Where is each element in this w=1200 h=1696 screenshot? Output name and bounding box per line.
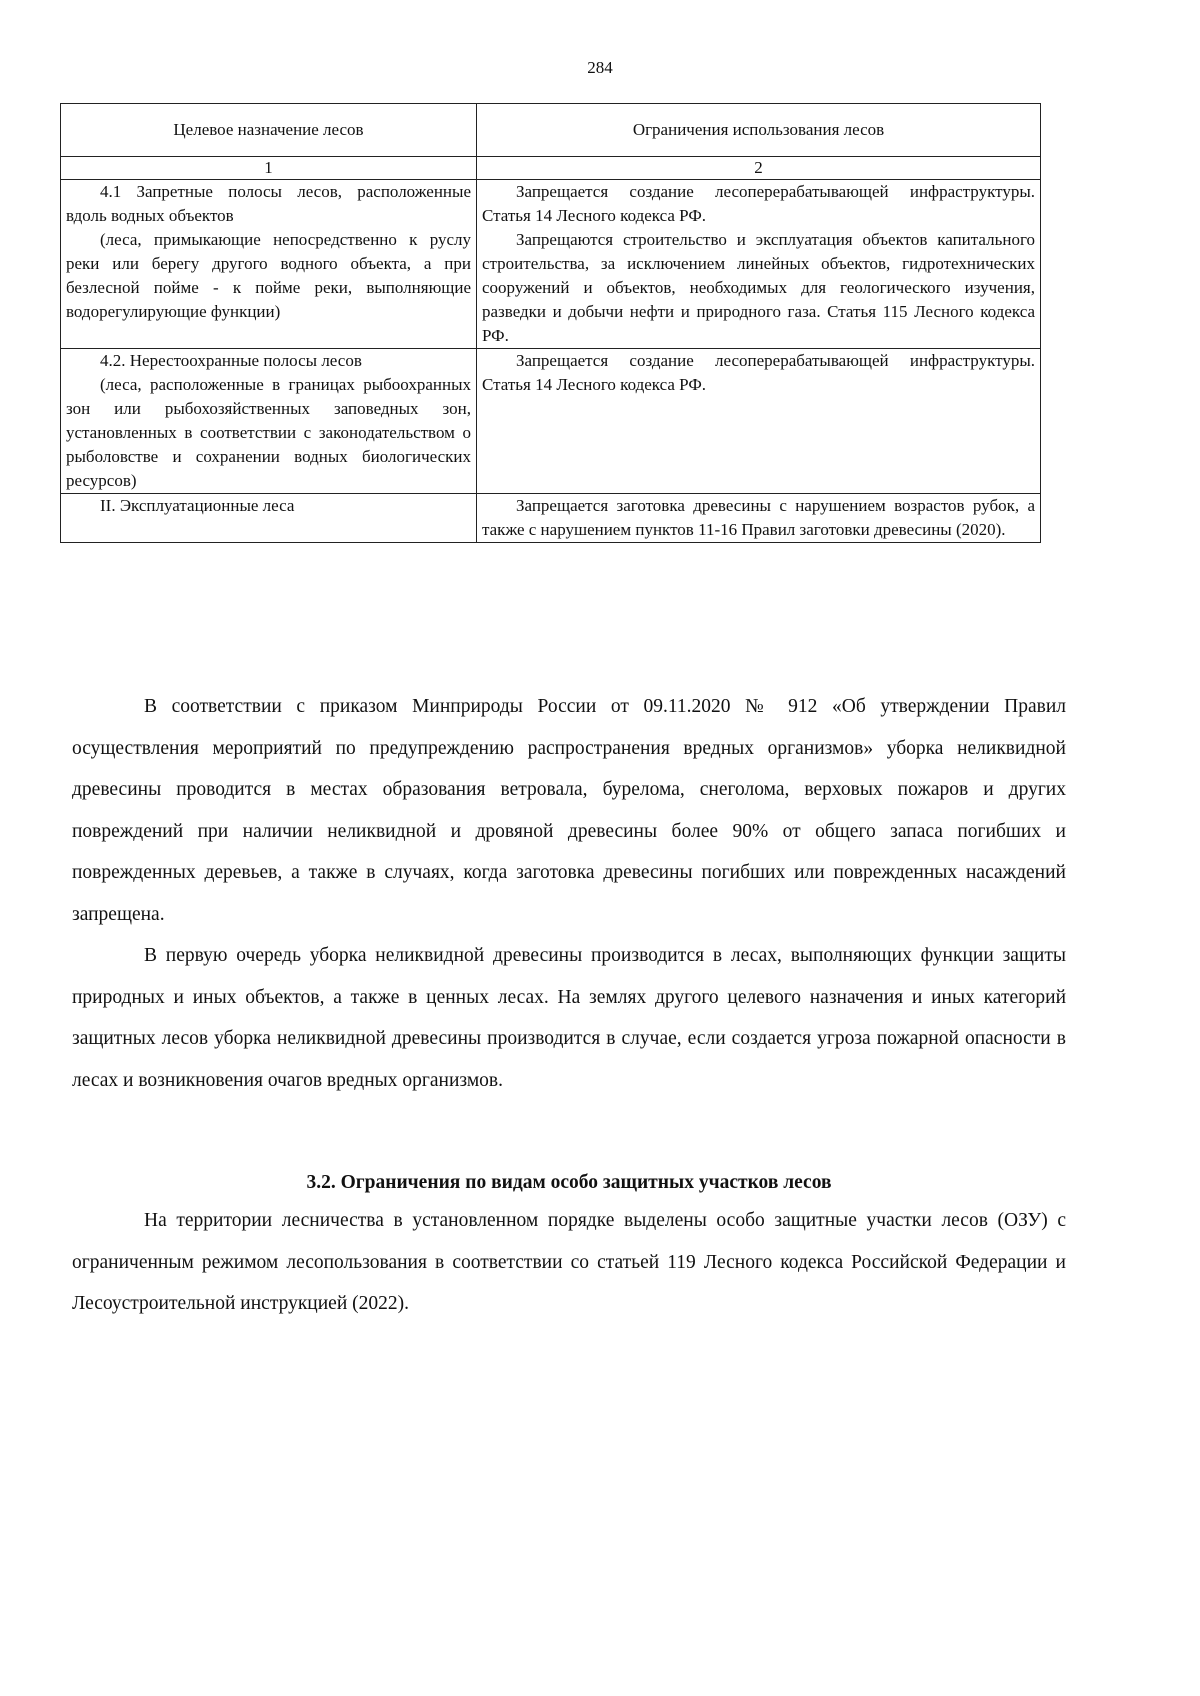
restriction-text: Запрещаются строительство и эксплуатация объектов капитального строительства, за исключением линейных объектов, гидротехнических сооружений и объектов, необходимых для геологического изучения, разведки и добычи нефти и природного газа. Статья 115 Лесного кодекса РФ. bbox=[482, 230, 1035, 345]
restriction-text: Запрещается заготовка древесины с нарушением возрастов рубок, а также с нарушением пунктов 11-16 Правил заготовки древесины (2020). bbox=[482, 496, 1035, 539]
purpose-description: (леса, расположенные в границах рыбоохранных зон или рыбохозяйственных заповедных зон, установленных в соответствии с законодательством о рыболовстве и сохранении водных биологических ресурсов) bbox=[66, 375, 471, 490]
table-row bbox=[61, 349, 1041, 494]
page-number: 284 bbox=[587, 58, 613, 77]
section-heading: 3.2. Ограничения по видам особо защитных участков лесов bbox=[306, 1172, 832, 1193]
purpose-cell bbox=[61, 349, 477, 494]
purpose-title: 4.1 Запретные полосы лесов, расположенные вдоль водных объектов bbox=[66, 182, 471, 225]
restrictions-cell bbox=[477, 494, 1041, 543]
header-forest-restrictions: Ограничения использования лесов bbox=[477, 104, 1041, 157]
header-forest-purpose: Целевое назначение лесов bbox=[61, 104, 477, 157]
paragraph-ozu: На территории лесничества в установленном порядке выделены особо защитные участки лесов (ОЗУ) с ограниченным режимом лесопользования в соответствии со статьей 119 Лесного кодекса Российской Федерации и Лесоустроительной инструкцией (2022). bbox=[72, 1210, 1066, 1314]
column-number-1: 1 bbox=[61, 157, 477, 180]
purpose-cell bbox=[61, 180, 477, 349]
purpose-title: 4.2. Нерестоохранные полосы лесов bbox=[100, 351, 362, 370]
restriction-text: Запрещается создание лесоперерабатывающей инфраструктуры. Статья 14 Лесного кодекса РФ. bbox=[482, 351, 1035, 394]
table-header-row bbox=[61, 104, 1041, 157]
paragraph-removal-order: В соответствии с приказом Минприроды России от 09.11.2020 № 912 «Об утверждении Правил осуществления мероприятий по предупреждению распространения вредных организмов» уборка неликвидной древесины проводится в местах образования ветровала, бурелома, снеголома, верховых пожаров и других повреждений при наличии неликвидной и дровяной древесины более 90% от общего запаса погибших и поврежденных деревьев, а также в случаях, когда заготовка древесины погибших или поврежденных насаждений запрещена. bbox=[72, 696, 1066, 925]
purpose-title: II. Эксплуатационные леса bbox=[100, 496, 295, 515]
table-row bbox=[61, 494, 1041, 543]
purpose-description: (леса, примыкающие непосредственно к руслу реки или берегу другого водного объекта, а при безлесной пойме - к пойме реки, выполняющие водорегулирующие функции) bbox=[66, 230, 471, 321]
forest-restrictions-table bbox=[60, 103, 1041, 543]
restrictions-cell bbox=[477, 349, 1041, 494]
column-number-2: 2 bbox=[477, 157, 1041, 180]
table-row bbox=[61, 180, 1041, 349]
purpose-cell bbox=[61, 494, 477, 543]
restriction-text: Запрещается создание лесоперерабатывающей инфраструктуры. Статья 14 Лесного кодекса РФ. bbox=[482, 182, 1035, 225]
restrictions-cell bbox=[477, 180, 1041, 349]
paragraph-priority-removal: В первую очередь уборка неликвидной древесины производится в лесах, выполняющих функции защиты природных и иных объектов, а также в ценных лесах. На землях другого целевого назначения и иных категорий защитных лесов уборка неликвидной древесины производится в случае, если создается угроза пожарной опасности в лесах и возникновения очагов вредных организмов. bbox=[72, 945, 1066, 1091]
column-number-row bbox=[61, 157, 1041, 180]
body-text bbox=[72, 686, 1066, 1101]
section-body bbox=[72, 1200, 1066, 1325]
